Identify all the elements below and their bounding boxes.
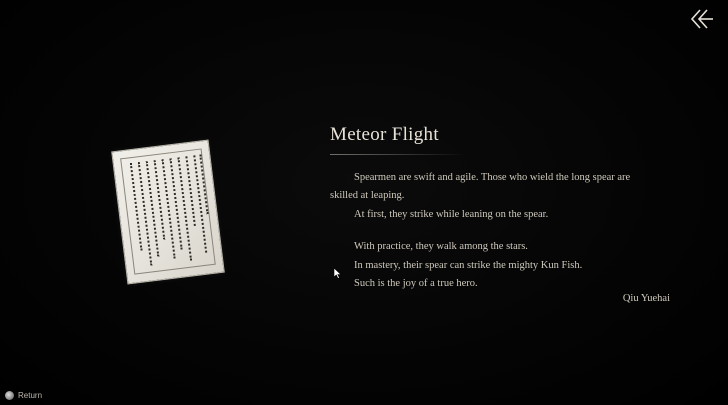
back-arrow-icon[interactable] bbox=[690, 8, 714, 30]
poem-author: Qiu Yuehai bbox=[622, 293, 670, 304]
return-label: Return bbox=[18, 390, 43, 400]
calligraphy-columns bbox=[128, 155, 208, 267]
poem-line: Spearmen are swift and agile. Those who wield the long spear are bbox=[354, 172, 631, 183]
letter-border bbox=[120, 148, 216, 274]
poem-line: With practice, they walk among the stars. bbox=[354, 241, 528, 252]
poem-title: Meteor Flight bbox=[330, 124, 439, 145]
poem-line: In mastery, their spear can strike the mighty Kun Fish. bbox=[354, 260, 583, 271]
poem-line: Such is the joy of a true hero. bbox=[354, 278, 478, 289]
letter-document-image[interactable] bbox=[111, 140, 225, 285]
double-chevron-left-icon bbox=[690, 8, 714, 30]
controller-button-icon bbox=[5, 391, 14, 400]
title-divider bbox=[330, 154, 466, 155]
poem-line: At first, they strike while leaning on the spear. bbox=[354, 209, 549, 220]
mouse-cursor-icon bbox=[334, 268, 342, 279]
return-button[interactable] bbox=[5, 389, 42, 401]
poem-line: skilled at leaping. bbox=[330, 190, 405, 201]
